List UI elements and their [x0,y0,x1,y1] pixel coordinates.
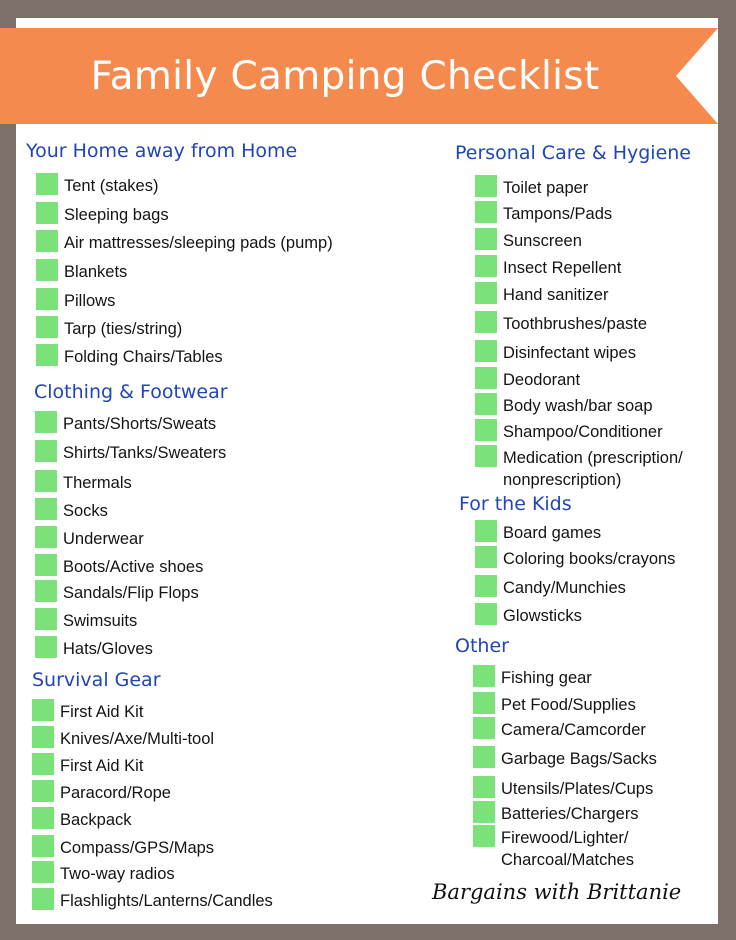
checkbox[interactable] [32,835,54,857]
checklist-item[interactable] [473,827,634,871]
checklist-item[interactable] [35,413,216,435]
checklist-item[interactable] [475,369,580,391]
checklist-item[interactable] [32,782,171,804]
checklist-item[interactable] [475,313,647,335]
checkbox[interactable] [36,344,58,366]
checkbox[interactable] [35,498,57,520]
checklist-item[interactable] [473,778,653,800]
checkbox[interactable] [475,393,497,415]
checklist-item[interactable] [473,803,639,825]
checklist-item[interactable] [473,694,636,716]
item-label: Socks [63,502,108,520]
checklist-item[interactable] [475,577,626,599]
checkbox[interactable] [473,825,495,847]
checklist-item[interactable] [35,472,132,494]
item-label: Blankets [64,263,128,281]
item-label: Coloring books/crayons [503,550,676,568]
checkbox[interactable] [36,316,58,338]
checkbox[interactable] [36,230,58,252]
section-heading-other: Other [455,635,509,657]
checklist-item[interactable] [36,204,169,226]
checkbox[interactable] [473,665,495,687]
checklist-item[interactable] [35,500,108,522]
checklist-item[interactable] [35,582,199,604]
checkbox[interactable] [35,411,57,433]
checklist-item[interactable] [475,284,608,306]
checklist-item[interactable] [32,728,214,750]
item-label: Body wash/bar soap [503,397,653,415]
page-title: Family Camping Checklist [90,53,600,99]
checklist-item[interactable] [473,719,646,741]
checklist-item[interactable] [32,837,214,859]
checkbox[interactable] [36,288,58,310]
checkbox[interactable] [473,717,495,739]
checkbox[interactable] [475,520,497,542]
item-label: Backpack [60,811,132,829]
item-label: Candy/Munchies [503,579,626,597]
item-label: Two-way radios [60,865,175,883]
item-label: Swimsuits [63,612,138,630]
checklist-item[interactable] [475,342,636,364]
checkbox[interactable] [35,440,57,462]
item-label: Camera/Camcorder [501,721,646,739]
checklist-item[interactable] [35,442,226,464]
checkbox[interactable] [475,255,497,277]
checkbox[interactable] [32,807,54,829]
checkbox[interactable] [473,746,495,768]
item-label: Tent (stakes) [64,177,159,195]
checkbox[interactable] [475,575,497,597]
item-label: Tarp (ties/string) [64,320,183,338]
item-label: Deodorant [503,371,581,389]
checklist-item[interactable] [35,610,137,632]
checklist-item[interactable] [36,318,182,340]
signature: Bargains with Brittanie [432,880,682,904]
checklist-item[interactable] [475,447,683,491]
checkbox[interactable] [35,526,57,548]
checkbox[interactable] [36,202,58,224]
title-banner [0,28,718,124]
item-label: Flashlights/Lanterns/Candles [60,892,273,910]
item-label: Medication (prescription/ nonprescription) [503,449,683,489]
checkbox[interactable] [36,259,58,281]
checklist-item[interactable] [36,232,333,254]
checkbox[interactable] [475,201,497,223]
checkbox[interactable] [475,445,497,467]
checkbox[interactable] [475,546,497,568]
checkbox[interactable] [32,888,54,910]
checklist-item[interactable] [36,175,158,197]
checklist-item[interactable] [475,605,582,627]
item-label: Sunscreen [503,232,582,250]
checklist-item[interactable] [32,755,143,777]
item-label: Shampoo/Conditioner [503,423,663,441]
checklist-item[interactable] [475,230,582,252]
checkbox[interactable] [475,419,497,441]
checklist-item[interactable] [473,748,657,770]
item-label: Folding Chairs/Tables [64,348,223,366]
section-heading-home: Your Home away from Home [26,140,298,162]
item-label: Thermals [63,474,132,492]
checklist-item[interactable] [35,556,203,578]
checkbox[interactable] [475,603,497,625]
checklist-item[interactable] [32,809,132,831]
checkbox[interactable] [32,699,54,721]
item-label: Pants/Shorts/Sweats [63,415,217,433]
item-label: Hand sanitizer [503,286,609,304]
checklist-item[interactable] [475,257,621,279]
checkbox[interactable] [32,726,54,748]
item-label: Sandals/Flip Flops [63,584,199,602]
checkbox[interactable] [35,608,57,630]
item-label: First Aid Kit [60,703,144,721]
item-label: Pet Food/Supplies [501,696,636,714]
checkbox[interactable] [475,282,497,304]
item-label: Garbage Bags/Sacks [501,750,657,768]
item-label: Board games [503,524,602,542]
checkbox[interactable] [475,228,497,250]
checklist-item[interactable] [475,522,601,544]
item-label: Compass/GPS/Maps [60,839,215,857]
item-label: Pillows [64,292,116,310]
item-label: Underwear [63,530,144,548]
item-label: Tampons/Pads [503,205,613,223]
section-heading-clothing: Clothing & Footwear [34,381,228,403]
checkbox[interactable] [475,340,497,362]
checklist-item[interactable] [36,290,115,312]
checklist-item[interactable] [35,528,144,550]
checkbox[interactable] [35,470,57,492]
item-label: Fishing gear [501,669,592,687]
item-label: Glowsticks [503,607,582,625]
checklist-item[interactable] [475,548,675,570]
checkbox[interactable] [32,780,54,802]
item-label: First Aid Kit [60,757,144,775]
checklist-item[interactable] [475,177,588,199]
item-label: Insect Repellent [503,259,622,277]
checklist-item[interactable] [35,638,153,660]
section-heading-kids: For the Kids [459,493,572,515]
checklist-item[interactable] [475,395,653,417]
checkbox[interactable] [473,776,495,798]
item-label: Utensils/Plates/Cups [501,780,654,798]
section-heading-hygiene: Personal Care & Hygiene [455,142,691,164]
checklist-item[interactable] [473,667,592,689]
item-label: Knives/Axe/Multi-tool [60,730,215,748]
checklist-item[interactable] [32,863,175,885]
item-label: Boots/Active shoes [63,558,204,576]
item-label: Batteries/Chargers [501,805,639,823]
checklist-item[interactable] [475,203,612,225]
checklist-item[interactable] [32,701,143,723]
section-heading-survival: Survival Gear [32,669,161,691]
checklist-item[interactable] [475,421,663,443]
item-label: Firewood/Lighter/ Charcoal/Matches [501,829,634,869]
checkbox[interactable] [36,173,58,195]
item-label: Air mattresses/sleeping pads (pump) [64,234,333,252]
item-label: Disinfectant wipes [503,344,636,362]
checkbox[interactable] [35,554,57,576]
checklist-item[interactable] [36,346,223,368]
item-label: Sleeping bags [64,206,169,224]
item-label: Toothbrushes/paste [503,315,648,333]
checkbox[interactable] [475,367,497,389]
checkbox[interactable] [473,801,495,823]
checkbox[interactable] [475,175,497,197]
checkbox[interactable] [473,692,495,714]
checklist-item[interactable] [36,261,127,283]
item-label: Paracord/Rope [60,784,171,802]
checkbox[interactable] [32,861,54,883]
checkbox[interactable] [475,311,497,333]
checklist-item[interactable] [32,890,273,912]
checkbox[interactable] [32,753,54,775]
checkbox[interactable] [35,636,57,658]
checkbox[interactable] [35,580,57,602]
item-label: Hats/Gloves [63,640,153,658]
item-label: Toilet paper [503,179,589,197]
item-label: Shirts/Tanks/Sweaters [63,444,227,462]
